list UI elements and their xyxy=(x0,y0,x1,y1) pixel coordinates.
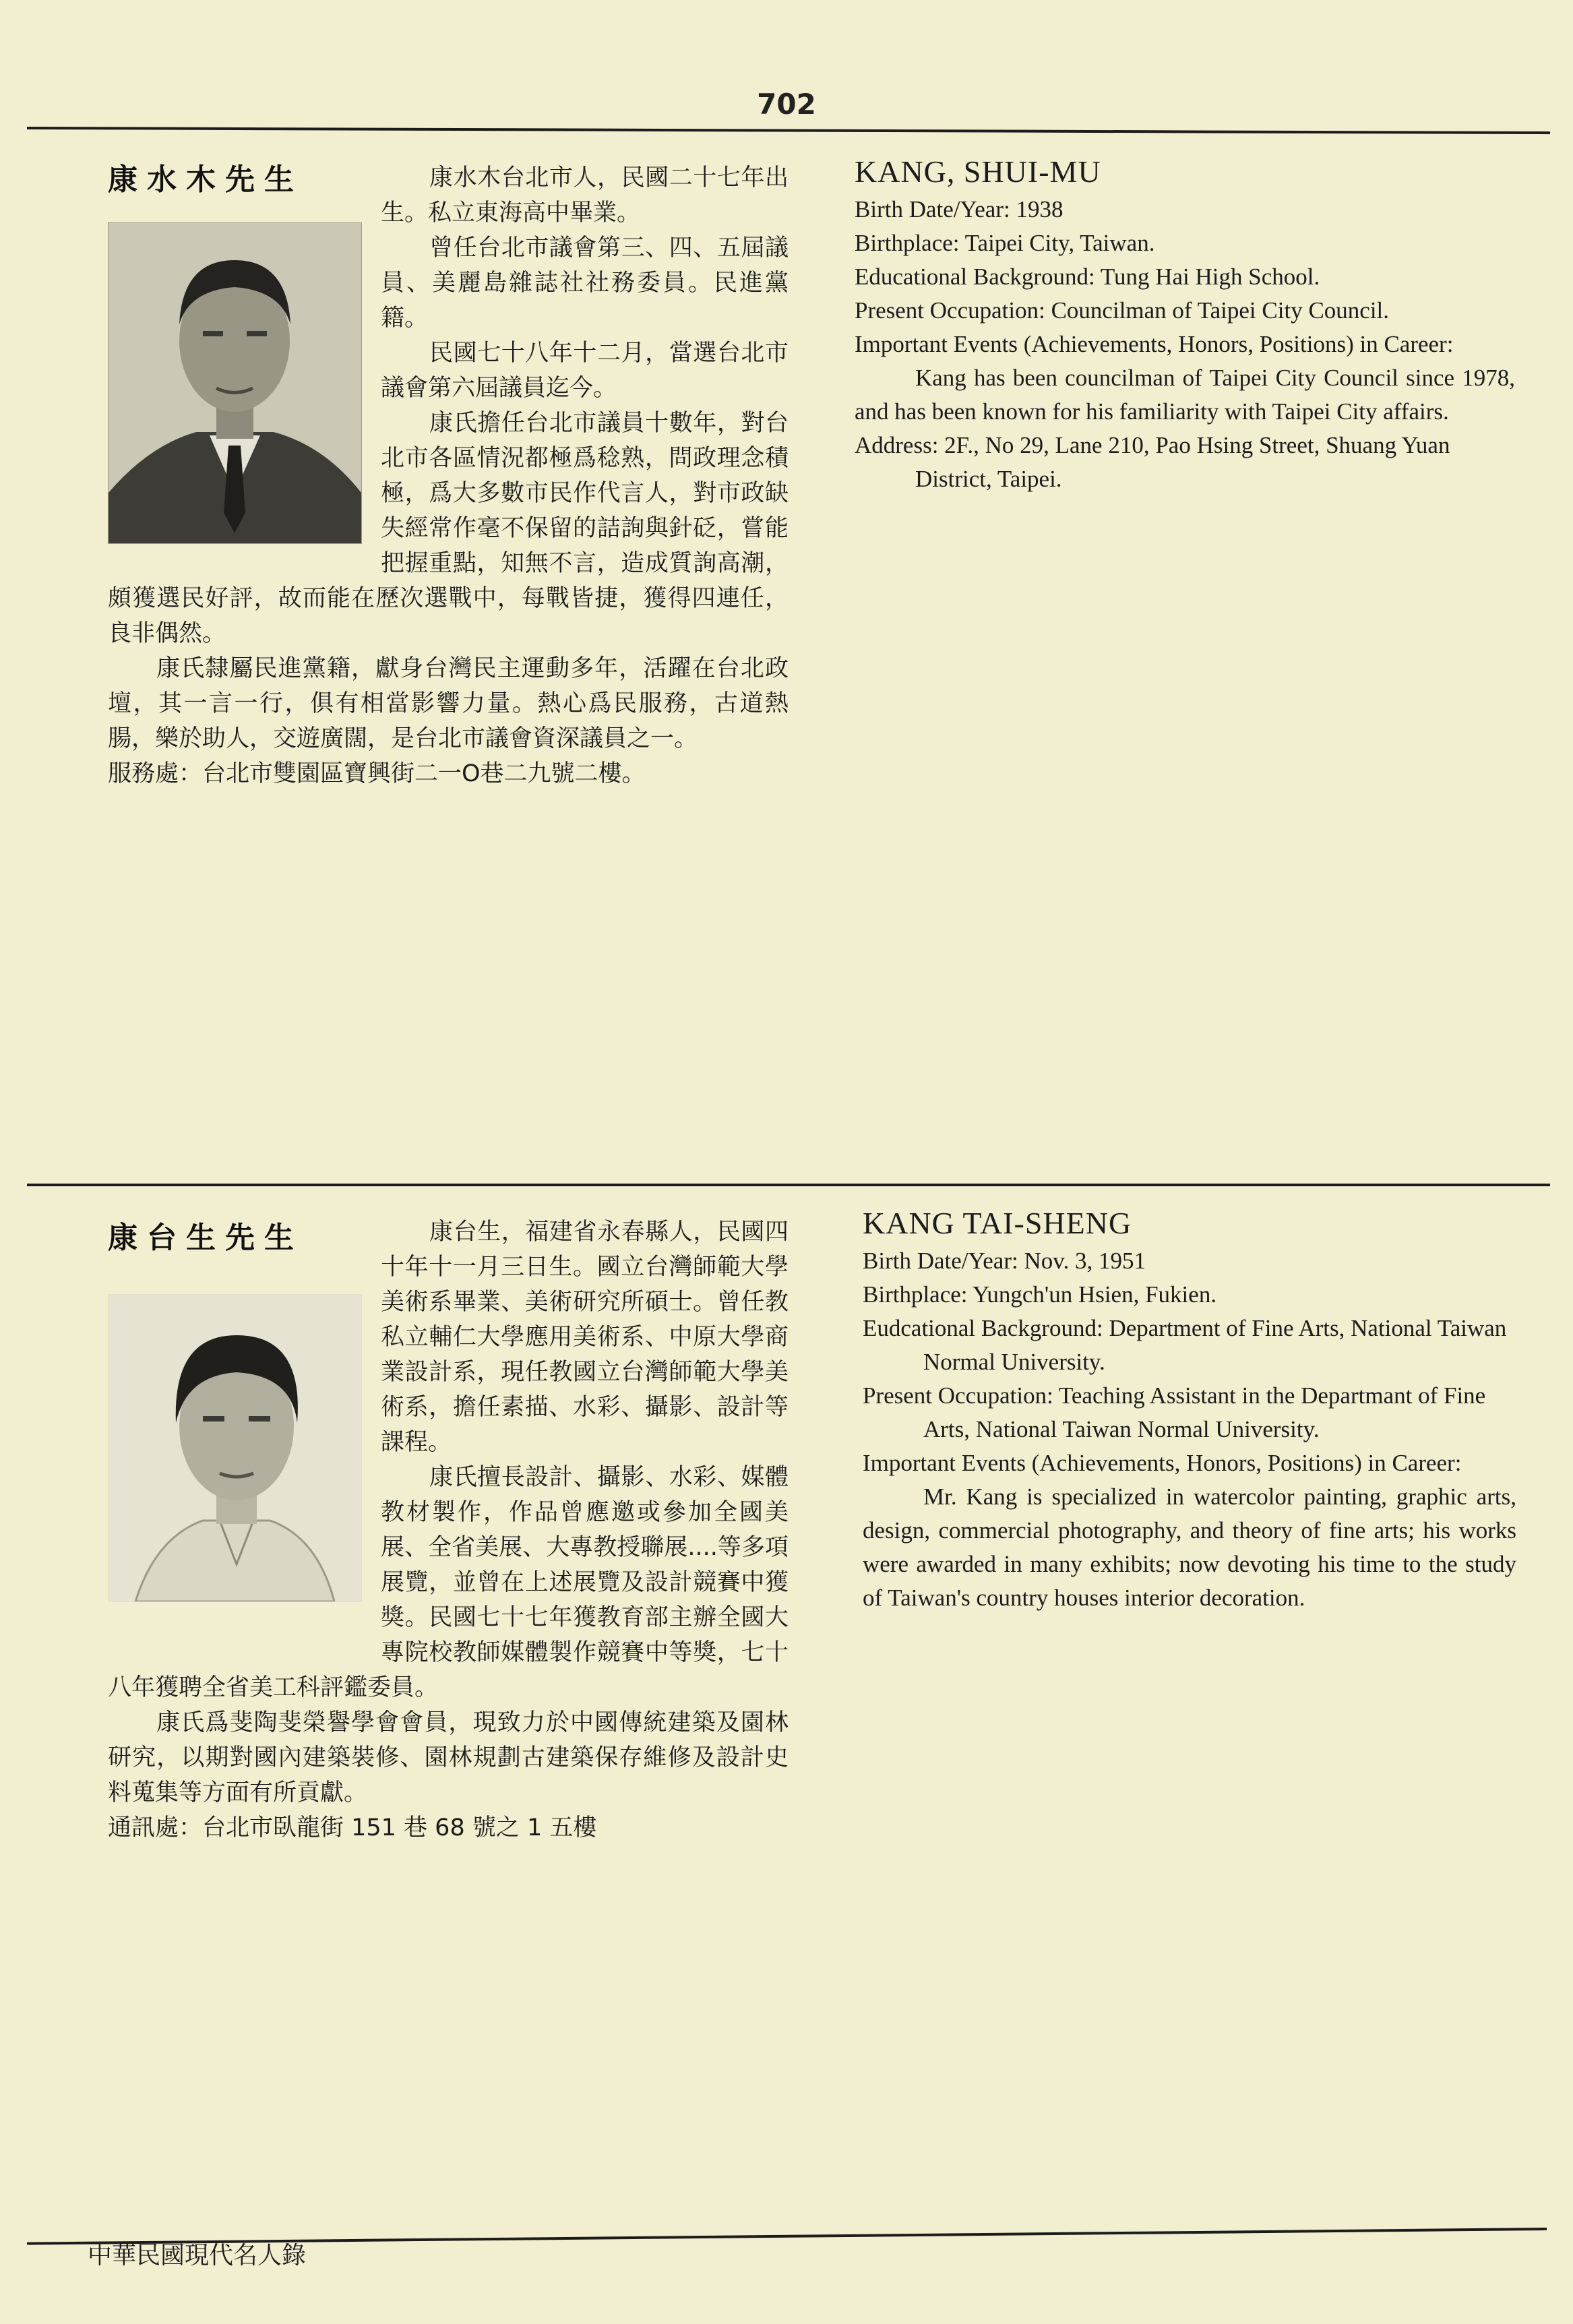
career-summary: Mr. Kang is specialized in watercolor painting, graphic arts, design, commercial photography, and theory of fine arts; his works were awarded in many exhibits; now devoting his time to the study of Taiwan's country houses interior decoration. xyxy=(863,1484,1516,1611)
photo-spacer xyxy=(108,160,381,548)
bio-paragraph: 康台生，福建省永春縣人，民國四十年十一月三日生。國立台灣師範大學美術系畢業、美術研究所碩士。曾任教私立輔仁大學應用美術系、中原大學商業設計系，現任教國立台灣師範大學美術系，擔任素描、水彩、攝影、設計等課程。 xyxy=(381,1219,789,1456)
birthplace: Birthplace: Taipei City, Taiwan. xyxy=(855,230,1155,256)
important-events: Important Events (Achievements, Honors, Positions) in Career: xyxy=(855,331,1454,357)
entry-bio-en xyxy=(855,155,1515,496)
photo-spacer xyxy=(108,1215,381,1656)
entry-name-zh: 康水木先生 xyxy=(108,162,303,197)
bio-address: 通訊處：台北市臥龍街 151 巷 68 號之 1 五樓 xyxy=(108,1814,597,1841)
bio-paragraph: 康氏擅長設計、攝影、水彩、媒體教材製作，作品曾應邀或參加全國美展、全省美展、大專教授聯展....等多項展覽，並曾在上述展覽及設計競賽中獲獎。民國七十七年獲教育部主辦全國大專院校教師媒體製作競賽中等獎，七十八年獲聘全省美工科評鑑委員。 xyxy=(108,1464,789,1701)
occupation: Present Occupation: Councilman of Taipei City Council. xyxy=(855,297,1390,324)
bio-paragraph: 康氏擔任台北市議員十數年，對台北市各區情況都極爲稔熟，問政理念積極，爲大多數市民作代言人，對市政缺失經常作毫不保留的詰詢與針砭，嘗能把握重點，知無不言，造成質詢高潮，頗獲選民好評，故而能在歷次選戰中，每戰皆捷，獲得四連任，良非偶然。 xyxy=(108,410,789,647)
entry-name-en: KANG TAI-SHENG xyxy=(863,1206,1132,1240)
important-events: Important Events (Achievements, Honors, Positions) in Career: xyxy=(863,1450,1462,1476)
bio-paragraph: 民國七十八年十二月，當選台北市議會第六屆議員迄今。 xyxy=(381,340,789,402)
bio-paragraph: 曾任台北市議會第三、四、五屆議員、美麗島雜誌社社務委員。民進黨籍。 xyxy=(381,235,789,332)
career-summary: Kang has been councilman of Taipei City Council since 1978, and has been known for his familiarity with Taipei City affairs. xyxy=(855,365,1515,425)
bio-paragraph: 康氏隸屬民進黨籍，獻身台灣民主運動多年，活躍在台北政壇，其一言一行，俱有相當影響力量。熱心爲民服務，古道熱腸，樂於助人，交遊廣闊，是台北市議會資深議員之一。 xyxy=(108,655,789,752)
education: Educational Background: Tung Hai High School. xyxy=(855,264,1320,290)
entry-bio-zh xyxy=(108,160,789,791)
bio-address: 服務處：台北市雙園區寶興街二一O巷二九號二樓。 xyxy=(108,760,646,787)
entry-bio-zh xyxy=(108,1215,789,1845)
birthplace: Birthplace: Yungch'un Hsien, Fukien. xyxy=(863,1281,1217,1308)
occupation: Present Occupation: Teaching Assistant in the Departmant of Fine Arts, National Taiwan Normal University. xyxy=(863,1382,1486,1442)
page-number: 702 xyxy=(757,88,816,121)
section-divider xyxy=(27,1184,1550,1186)
birth-date: Birth Date/Year: Nov. 3, 1951 xyxy=(863,1248,1146,1274)
education: Eudcational Background: Department of Fine Arts, National Taiwan Normal University. xyxy=(863,1315,1507,1375)
address: Address: 2F., No 29, Lane 210, Pao Hsing Street, Shuang Yuan District, Taipei. xyxy=(855,432,1450,492)
bio-paragraph: 康水木台北市人，民國二十七年出生。私立東海高中畢業。 xyxy=(381,164,789,226)
entry-name-en: KANG, SHUI-MU xyxy=(855,154,1101,189)
bio-paragraph: 康氏爲斐陶斐榮譽學會會員，現致力於中國傳統建築及園林研究，以期對國內建築裝修、園林規劃古建築保存維修及設計史料蒐集等方面有所貢獻。 xyxy=(108,1709,789,1806)
entry-name-zh: 康台生先生 xyxy=(108,1221,303,1255)
birth-date: Birth Date/Year: 1938 xyxy=(855,196,1063,222)
entry-bio-en xyxy=(863,1206,1516,1615)
book-title-footer: 中華民國現代名人錄 xyxy=(88,2242,307,2269)
top-rule xyxy=(27,127,1550,134)
